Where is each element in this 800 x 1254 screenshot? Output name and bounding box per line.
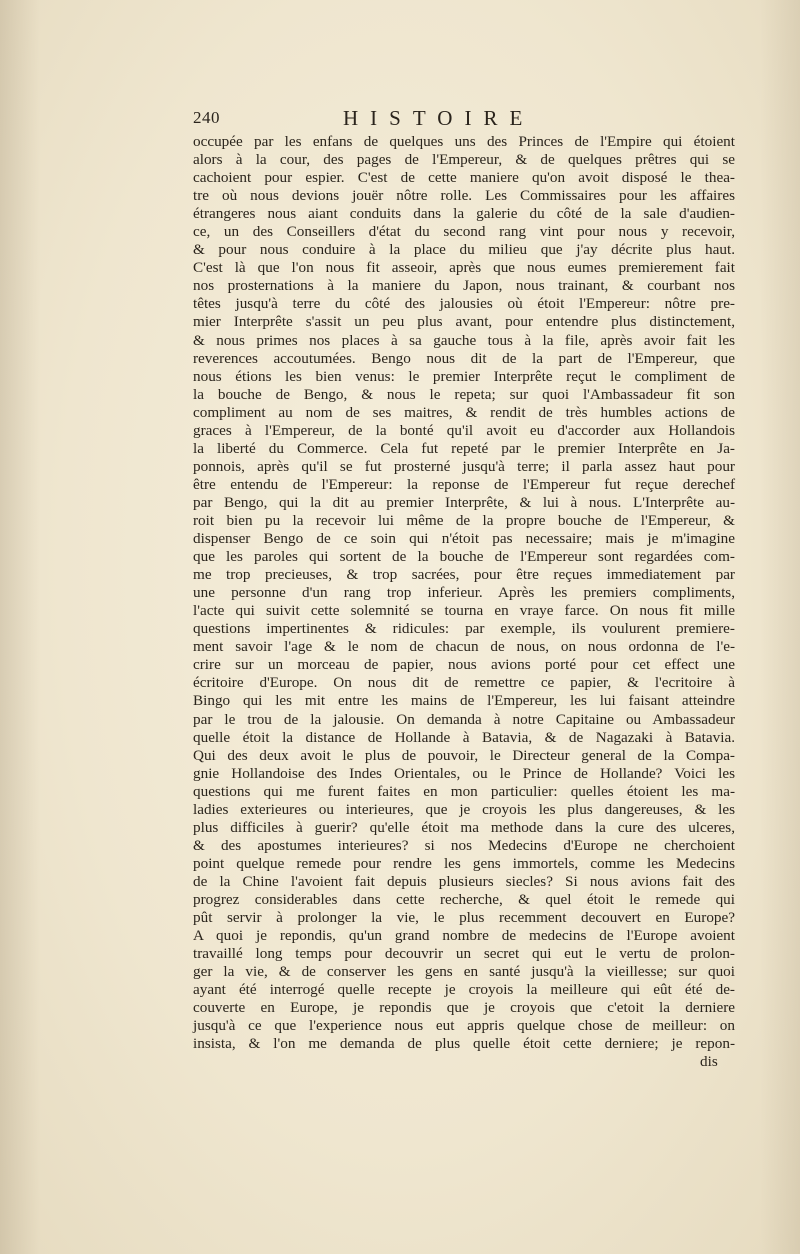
text-line: progrez considerables dans cette recherche, & quel étoit le remede qui bbox=[193, 890, 735, 908]
text-line: & pour nous conduire à la place du milieu que j'ay décrite plus haut. bbox=[193, 241, 735, 259]
text-line: quelle étoit la distance de Hollande à Batavia, & de Nagazaki à Batavia. bbox=[193, 728, 735, 746]
text-line: ce, un des Conseillers d'état du second rang vint pour nous y recevoir, bbox=[193, 223, 735, 241]
text-line: têtes jusqu'à terre du côté des jalousies où étoit l'Empereur: nôtre pre- bbox=[193, 295, 735, 313]
text-line: insista, & l'on me demanda de plus quelle étoit cette derniere; je repon- bbox=[193, 1035, 735, 1053]
text-line: graces à l'Empereur, de la bonté qu'il avoit eu d'accorder aux Hollandois bbox=[193, 421, 735, 439]
text-line: C'est là que l'on nous fit asseoir, après que nous eumes premierement fait bbox=[193, 259, 735, 277]
text-line: & des apostumes interieures? si nos Medecins d'Europe ne cherchoient bbox=[193, 836, 735, 854]
text-line: questions impertinentes & ridicules: par exemple, ils voulurent premiere- bbox=[193, 620, 735, 638]
text-line: A quoi je repondis, qu'un grand nombre de medecins de l'Europe avoient bbox=[193, 927, 735, 945]
text-line: compliment au nom de ses maitres, & rendit de très humbles actions de bbox=[193, 403, 735, 421]
catchword: dis bbox=[700, 1053, 718, 1070]
text-line: la liberté du Commerce. Cela fut repeté par le premier Interprête en Ja- bbox=[193, 439, 735, 457]
body-text bbox=[193, 133, 735, 1053]
text-line: dispenser Bengo de ce soin qui n'étoit pas necessaire; mais je m'imagine bbox=[193, 530, 735, 548]
text-line: par Bengo, qui la dit au premier Interprête, & lui à nous. L'Interprête au- bbox=[193, 493, 735, 511]
text-line: pût servir à prolonger la vie, le plus recemment decouvert en Europe? bbox=[193, 909, 735, 927]
text-line: une personne d'un rang trop inferieur. Après les premiers compliments, bbox=[193, 584, 735, 602]
text-line: ladies exterieures ou interieures, que je croyois les plus dangereuses, & les bbox=[193, 800, 735, 818]
text-line: ger la vie, & de conserver les gens en santé jusqu'à la vieillesse; sur quoi bbox=[193, 963, 735, 981]
text-line: roit bien pu la recevoir lui même de la propre bouche de l'Empereur, & bbox=[193, 511, 735, 529]
text-line: nous étions les bien venus: le premier Interprête reçut le compliment de bbox=[193, 367, 735, 385]
text-line: travaillé long temps pour decouvrir un secret qui eut le vertu de prolon- bbox=[193, 945, 735, 963]
text-line: mier Interprête s'assit un peu plus avant, pour entendre plus distinctement, bbox=[193, 313, 735, 331]
text-line: gnie Hollandoise des Indes Orientales, ou le Prince de Hollande? Voici les bbox=[193, 764, 735, 782]
text-line: de la Chine l'avoient fait depuis plusieurs siecles? Si nous avions fait des bbox=[193, 872, 735, 890]
text-line: écritoire d'Europe. On nous dit de remettre ce papier, & l'ecritoire à bbox=[193, 674, 735, 692]
text-line: alors à la cour, des pages de l'Empereur, & de quelques prêtres qui se bbox=[193, 151, 735, 169]
text-line: Qui des deux avoit le plus de pouvoir, le Directeur general de la Compa- bbox=[193, 746, 735, 764]
text-line: couverte en Europe, je repondis que je croyois que c'etoit la derniere bbox=[193, 999, 735, 1017]
text-line: crire sur un morceau de papier, nous avions porté pour cet effect une bbox=[193, 656, 735, 674]
text-line: cachoient pour espier. C'est de cette maniere qu'on avoit disposé le thea- bbox=[193, 169, 735, 187]
text-line: Bingo qui les mit entre les mains de l'Empereur, les lui faisant atteindre bbox=[193, 692, 735, 710]
text-line: étrangeres nous aiant conduits dans la galerie du côté de la sale d'audien- bbox=[193, 205, 735, 223]
text-line: me trop precieuses, & trop sacrées, pour être reçues immediatement par bbox=[193, 566, 735, 584]
text-line: par le trou de la jalousie. On demanda à notre Capitaine ou Ambassadeur bbox=[193, 710, 735, 728]
text-line: point quelque remede pour rendre les gens immortels, comme les Medecins bbox=[193, 854, 735, 872]
text-line: être entendu de l'Empereur: la reponse de l'Empereur fut reçue derechef bbox=[193, 475, 735, 493]
text-line: & nous primes nos places à sa gauche tous à la file, après avoir fait les bbox=[193, 331, 735, 349]
page-header bbox=[193, 108, 733, 136]
page-number: 240 bbox=[193, 108, 220, 127]
text-line: ayant été interrogé quelle recepte je croyois la meilleure qui eût été de- bbox=[193, 981, 735, 999]
text-line: questions qui me furent faites en mon particulier: quelles étoient les ma- bbox=[193, 782, 735, 800]
text-line: l'acte qui suivit cette solemnité se tourna en vraye farce. On nous fit mille bbox=[193, 602, 735, 620]
text-line: que les paroles qui sortent de la bouche de l'Empereur sont regardées com- bbox=[193, 548, 735, 566]
text-line: nos prosternations à la maniere du Japon, nous trainant, & courbant nos bbox=[193, 277, 735, 295]
page-edge-shadow-left bbox=[0, 0, 40, 1254]
text-line: ment savoir l'age & le nom de chacun de nous, on nous ordonna de l'e- bbox=[193, 638, 735, 656]
text-line: la bouche de Bengo, & nous le repeta; sur quoi l'Ambassadeur fit son bbox=[193, 385, 735, 403]
text-line: ponnois, après qu'il se fut prosterné jusqu'à terre; il parla assez haut pour bbox=[193, 457, 735, 475]
text-line: tre où nous devions jouër nôtre rolle. Les Commissaires pour les affaires bbox=[193, 187, 735, 205]
running-title: HISTOIRE bbox=[343, 106, 535, 130]
text-line: occupée par les enfans de quelques uns des Princes de l'Empire qui étoient bbox=[193, 133, 735, 150]
text-line: jusqu'à ce que l'experience nous eut appris quelque chose de meilleur: on bbox=[193, 1017, 735, 1035]
text-line: reverences accoutumées. Bengo nous dit de la part de l'Empereur, que bbox=[193, 349, 735, 367]
text-line: plus difficiles à guerir? qu'elle étoit ma methode dans la cure des ulceres, bbox=[193, 818, 735, 836]
page-edge-shadow-right bbox=[760, 0, 800, 1254]
